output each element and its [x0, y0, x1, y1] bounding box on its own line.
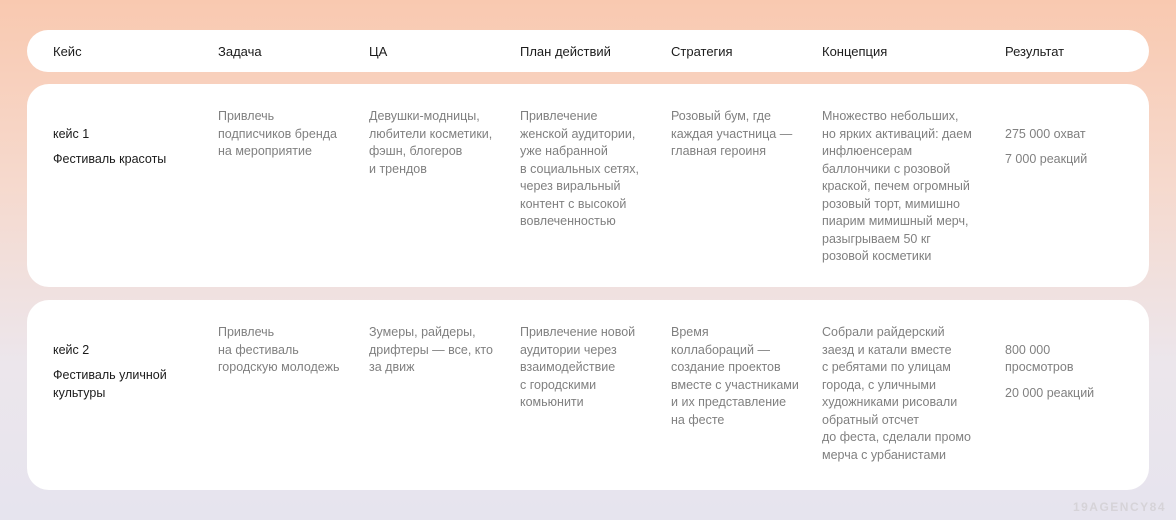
result-cell: [1005, 108, 1135, 169]
case-row-1: [27, 84, 1149, 287]
case-row-2: [27, 300, 1149, 490]
case-id: кейс 2: [53, 342, 90, 357]
concept-cell: Множество небольших, но ярких активаций: даем инфлюенсерам баллончики с розовой краской, печем огромный розовый торт, мимишно пиарим мимишный мерч, разыгрываем 50 кг розовой косметики: [822, 109, 972, 263]
case-id: кейс 1: [53, 126, 90, 141]
case-name: Фестиваль красоты: [53, 152, 167, 166]
result-reactions: 7 000 реакций: [1005, 152, 1088, 166]
case-cell: [53, 108, 203, 169]
plan-cell: Привлечение новой аудитории через взаимодействие с городскими комьюнити: [520, 325, 636, 409]
strategy-cell: Розовый бум, где каждая участница — главная героиня: [671, 109, 793, 158]
task-cell: Привлечь на фестиваль городскую молодежь: [218, 325, 340, 374]
header-concept: Концепция: [822, 44, 888, 59]
audience-cell: Зумеры, райдеры, дрифтеры — все, кто за движ: [369, 325, 493, 374]
header-result: Результат: [1005, 44, 1065, 59]
header-strategy: Стратегия: [671, 44, 733, 59]
result-views: 800 000 просмотров: [1005, 342, 1074, 374]
result-reach: 275 000 охват: [1005, 126, 1086, 141]
header-task: Задача: [218, 44, 262, 59]
case-name: Фестиваль уличной культуры: [53, 368, 167, 400]
concept-cell: Собрали райдерский заезд и катали вместе с ребятами по улицам города, с уличными художниками рисовали обратный отсчет до феста, сделали промо мерча с урбанистами: [822, 325, 971, 462]
plan-cell: Привлечение женской аудитории, уже набранной в социальных сетях, через виральный контент с высокой вовлеченностью: [520, 109, 639, 228]
strategy-cell: Время коллабораций — создание проектов вместе с участниками и их представление на фесте: [671, 325, 799, 427]
agency-watermark: 19AGENCY84: [1072, 500, 1166, 514]
case-cell: [53, 324, 203, 402]
result-reactions: 20 000 реакций: [1005, 385, 1095, 400]
header-audience: ЦА: [369, 44, 388, 59]
table-header: [27, 30, 1149, 72]
header-plan: План действий: [520, 44, 611, 59]
header-case: Кейс: [53, 44, 82, 59]
audience-cell: Девушки-модницы, любители косметики, фэшн, блогеров и трендов: [369, 109, 493, 176]
result-cell: [1005, 324, 1135, 402]
task-cell: Привлечь подписчиков бренда на мероприятие: [218, 109, 337, 158]
